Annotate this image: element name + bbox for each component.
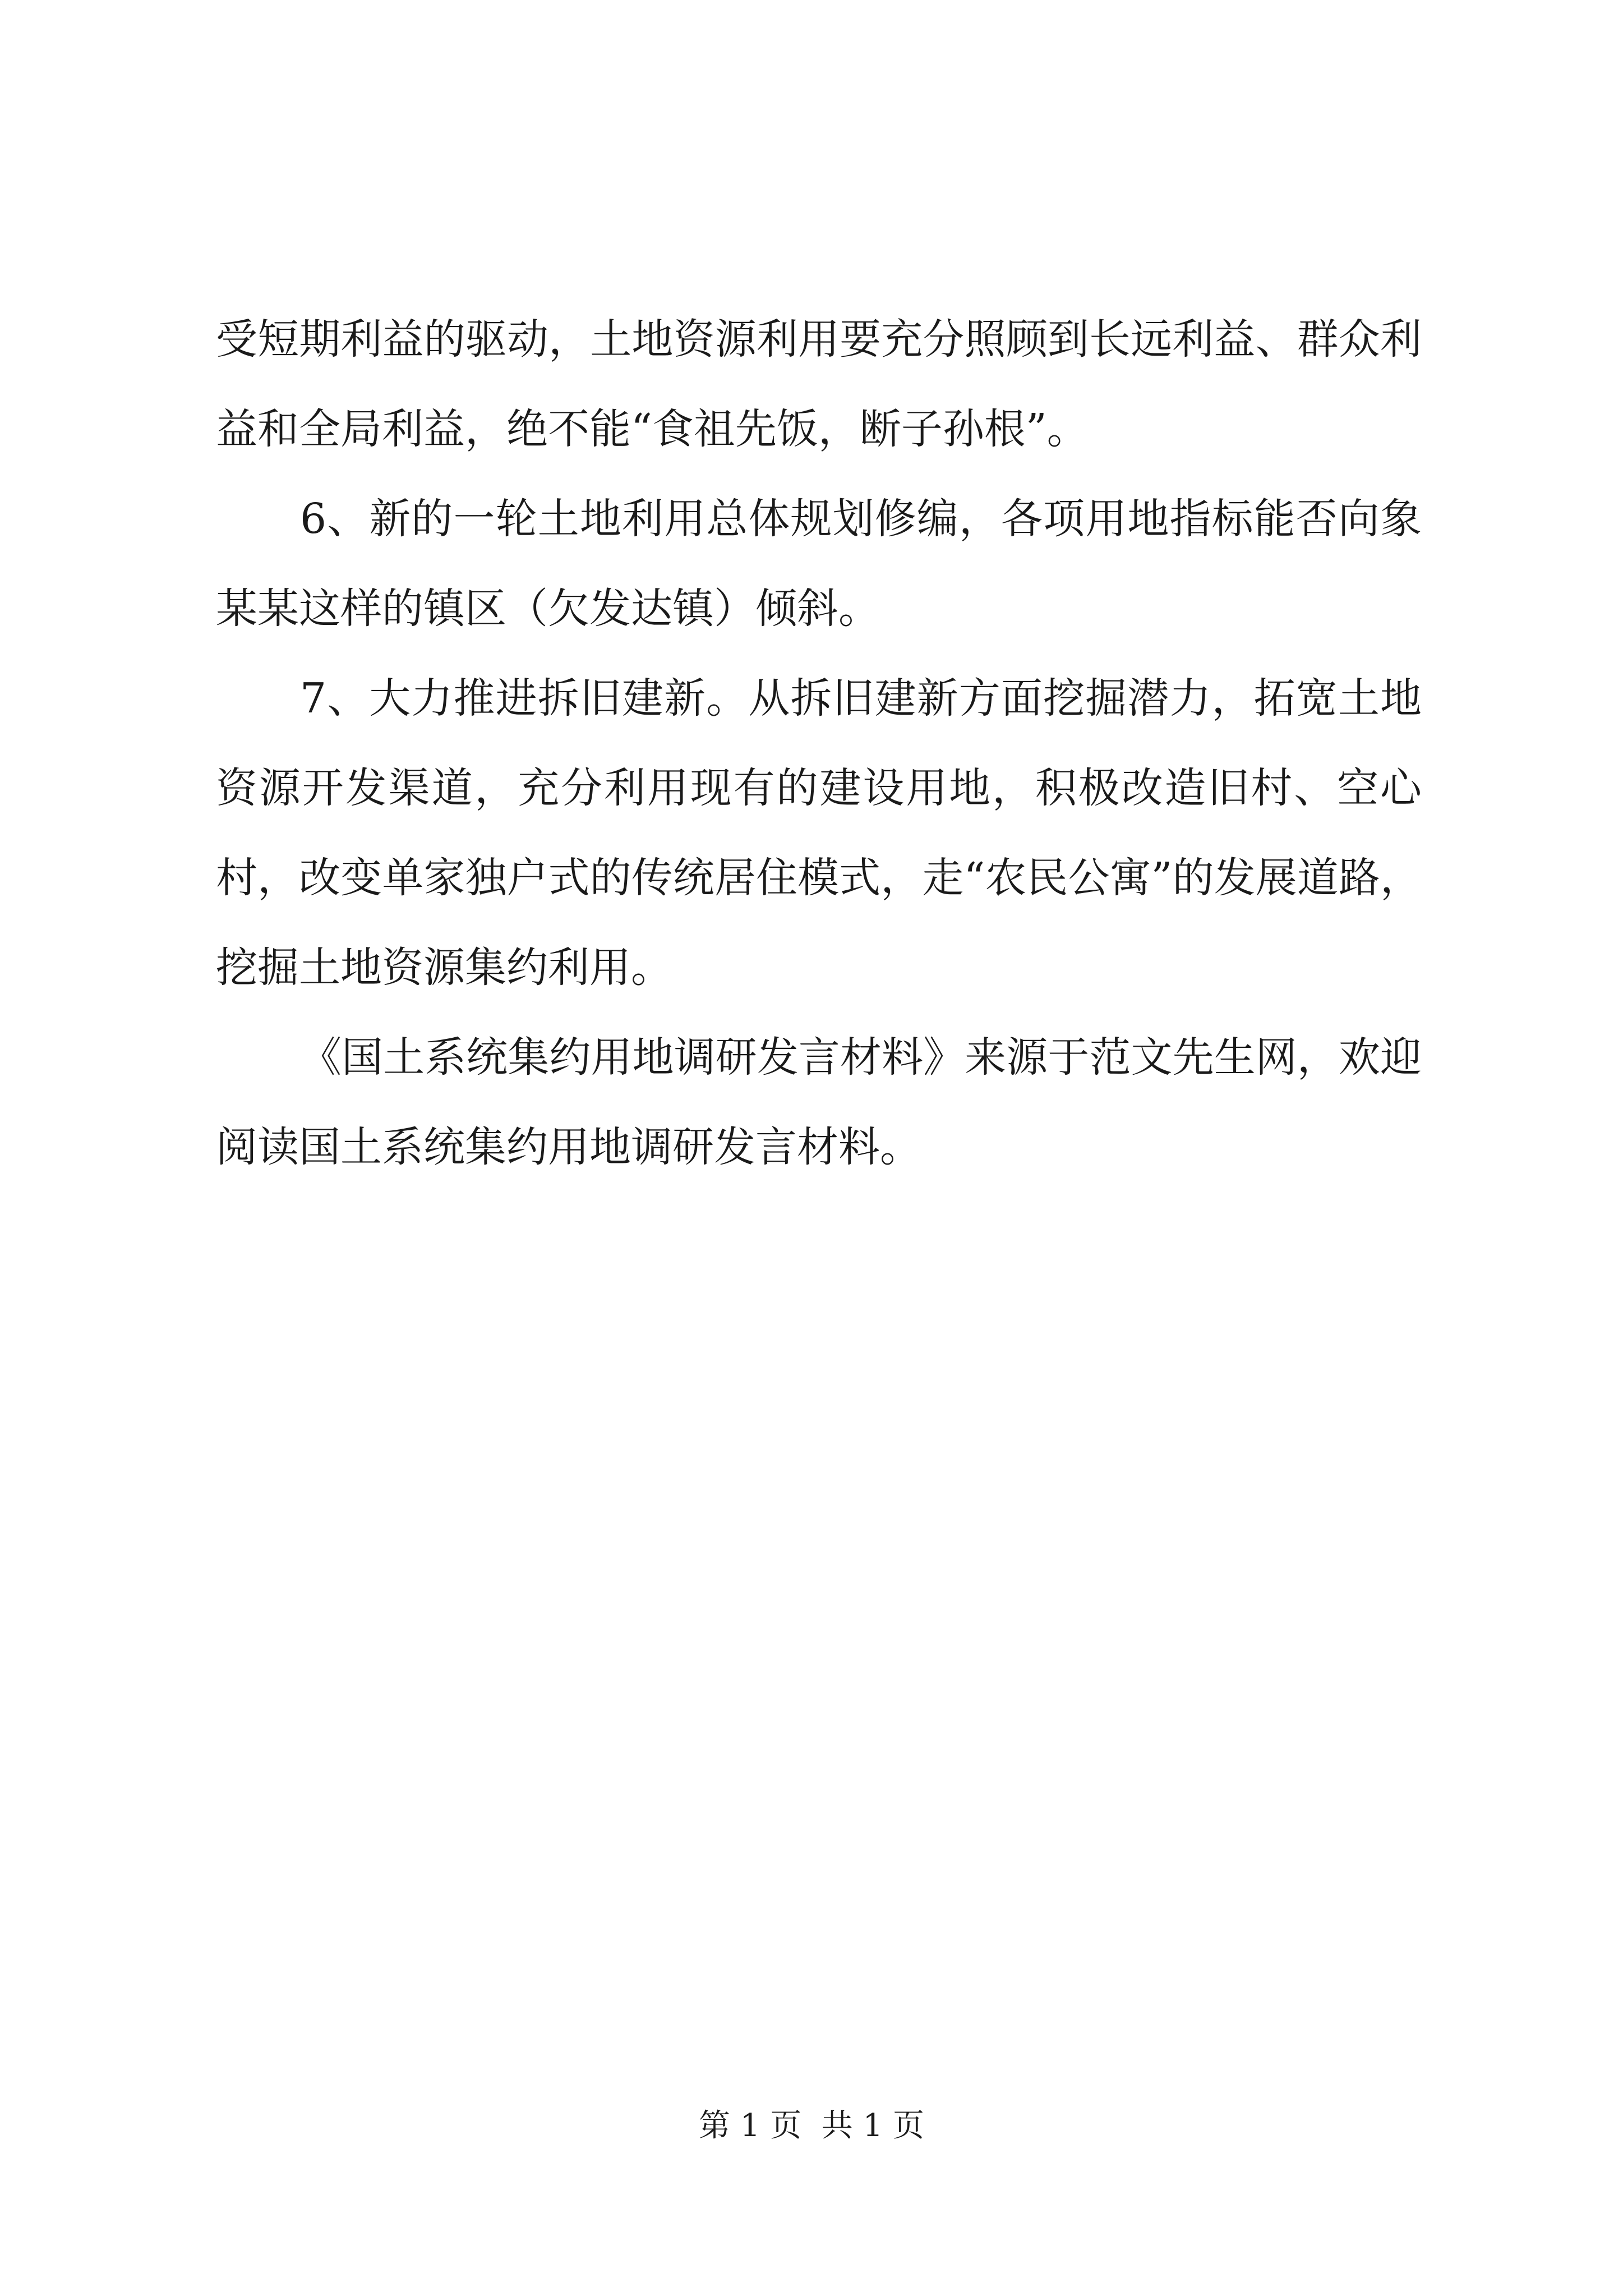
document-body <box>216 295 1422 1192</box>
page-number-label: 第 1 页 共 1 页 <box>698 2108 925 2144</box>
paragraph-continuation: 受短期利益的驱动，土地资源利用要充分照顾到长远利益、群众利益和全局利益，绝不能“食祖先饭，断子孙根”。 <box>216 315 1422 453</box>
paragraph-source-note: 《国土系统集约用地调研发言材料》来源于范文先生网，欢迎阅读国土系统集约用地调研发言材料。 <box>216 1033 1422 1171</box>
page-footer <box>0 2104 1623 2148</box>
paragraph-item-6: 6、新的一轮土地利用总体规划修编，各项用地指标能否向象某某这样的镇区（欠发达镇）倾斜。 <box>216 495 1422 633</box>
paragraph-item-7: 7、大力推进拆旧建新。从拆旧建新方面挖掘潜力，拓宽土地资源开发渠道，充分利用现有的建设用地，积极改造旧村、空心村，改变单家独户式的传统居住模式，走“农民公寓”的发展道路，挖掘土地资源集约利用。 <box>216 674 1422 992</box>
